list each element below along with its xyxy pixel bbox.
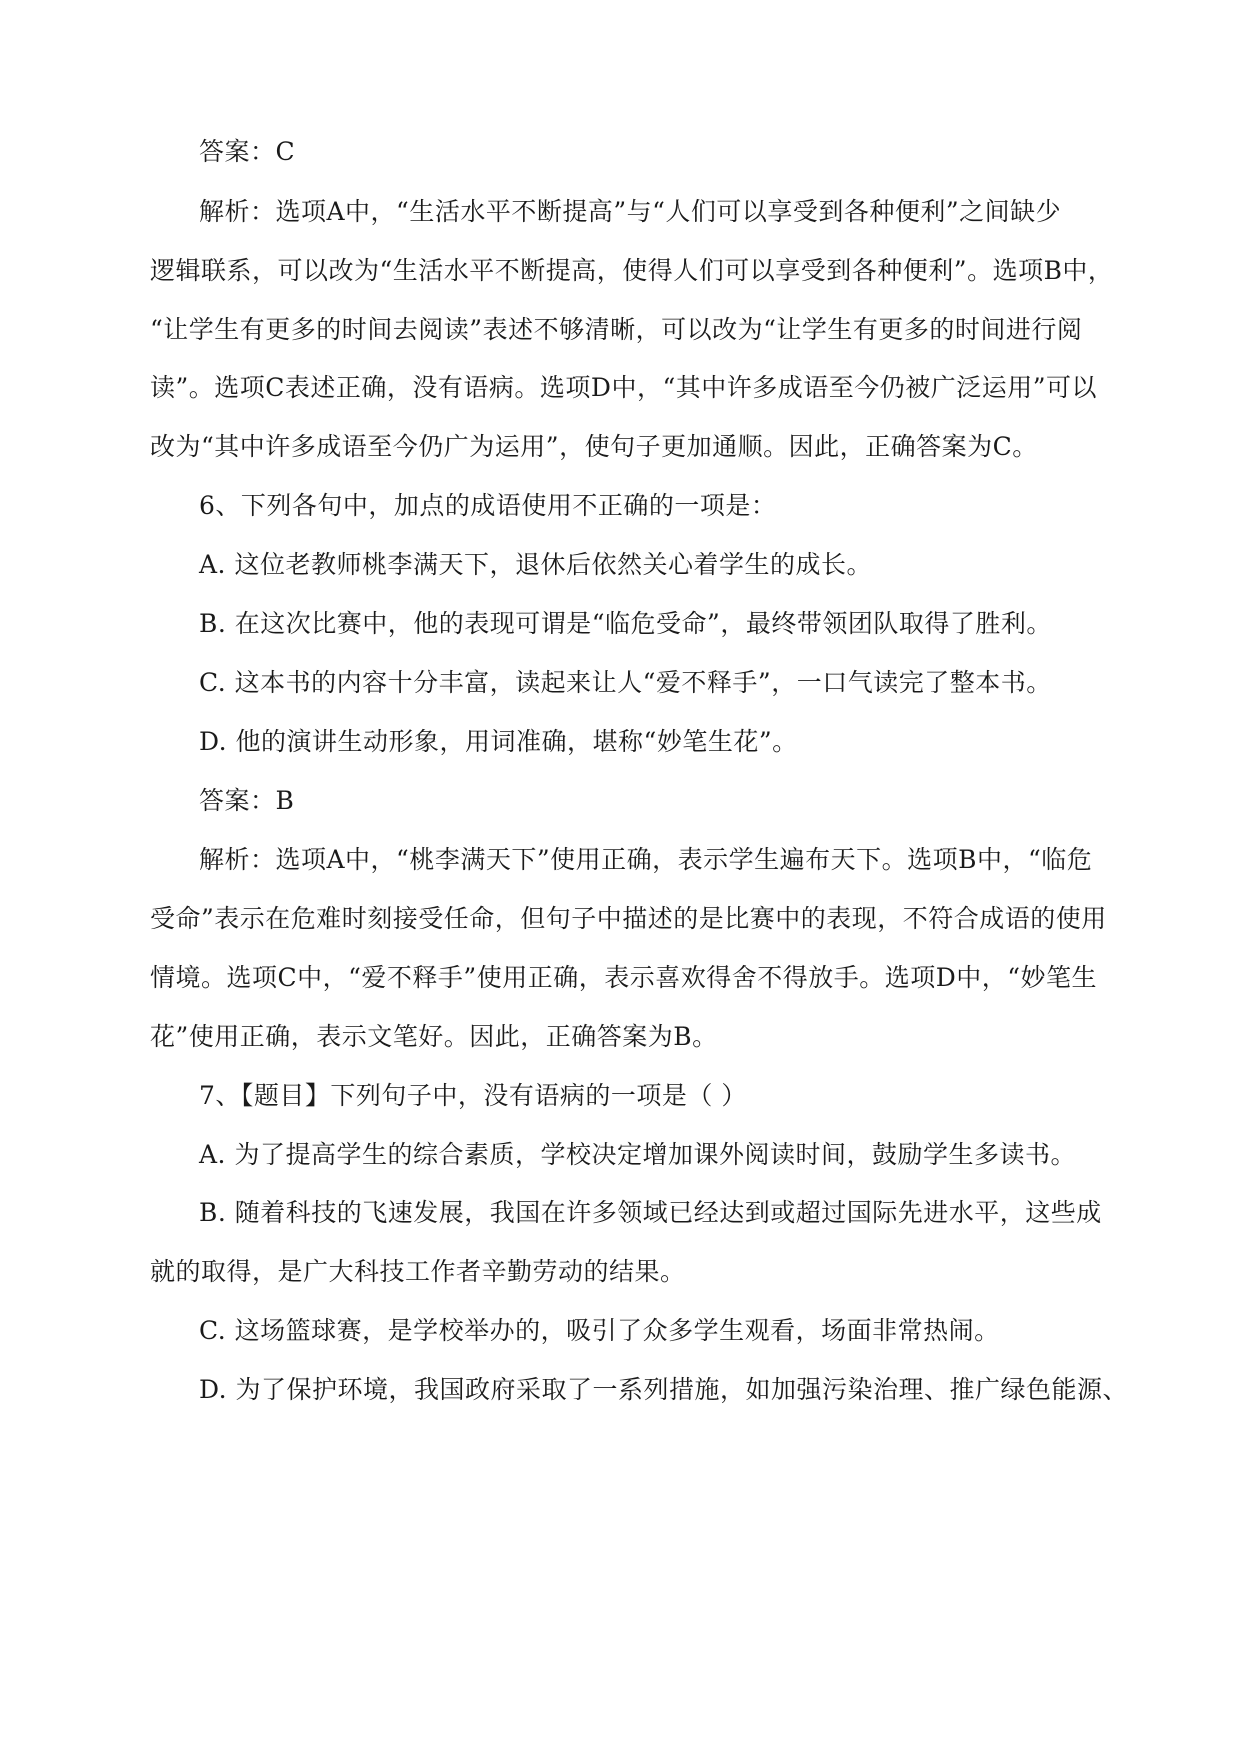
analysis-6-line-2: 受命”表示在危难时刻接受任命，但句子中描述的是比赛中的表现，不符合成语的使用 <box>150 904 1107 933</box>
question-7-option-b-line-1: B. 随着科技的飞速发展，我国在许多领域已经达到或超过国际先进水平，这些成 <box>199 1198 1102 1227</box>
analysis-5-line-4: 读”。选项C表述正确，没有语病。选项D中，“其中许多成语至今仍被广泛运用”可以 <box>150 373 1098 402</box>
question-7-option-c: C. 这场篮球赛，是学校举办的，吸引了众多学生观看，场面非常热闹。 <box>199 1316 1000 1345</box>
question-7-option-d: D. 为了保护环境，我国政府采取了一系列措施，如加强污染治理、推广绿色能源、 <box>199 1375 1129 1404</box>
question-6-option-d: D. 他的演讲生动形象，用词准确，堪称“妙笔生花”。 <box>199 727 798 756</box>
answer-6: 答案：B <box>199 786 295 815</box>
question-6-option-a: A. 这位老教师桃李满天下，退休后依然关心着学生的成长。 <box>199 550 872 579</box>
analysis-6-line-1: 解析：选项A中，“桃李满天下”使用正确，表示学生遍布天下。选项B中，“临危 <box>199 845 1093 874</box>
question-7-option-b-line-2: 就的取得，是广大科技工作者辛勤劳动的结果。 <box>150 1257 686 1286</box>
analysis-5-line-1: 解析：选项A中，“生活水平不断提高”与“人们可以享受到各种便利”之间缺少 <box>199 197 1062 226</box>
analysis-5-line-2: 逻辑联系，可以改为“生活水平不断提高，使得人们可以享受到各种便利”。选项B中， <box>150 256 1114 285</box>
question-6-option-b: B. 在这次比赛中，他的表现可谓是“临危受命”，最终带领团队取得了胜利。 <box>199 609 1052 638</box>
answer-5: 答案：C <box>199 137 296 166</box>
analysis-5-line-5: 改为“其中许多成语至今仍广为运用”，使句子更加通顺。因此，正确答案为C。 <box>150 432 1038 461</box>
analysis-5-line-3: “让学生有更多的时间去阅读”表述不够清晰，可以改为“让学生有更多的时间进行阅 <box>150 315 1083 344</box>
question-7-option-a: A. 为了提高学生的综合素质，学校决定增加课外阅读时间，鼓励学生多读书。 <box>199 1140 1076 1169</box>
analysis-6-line-4: 花”使用正确，表示文笔好。因此，正确答案为B。 <box>150 1022 718 1051</box>
question-6-stem: 6、下列各句中，加点的成语使用不正确的一项是： <box>199 491 777 520</box>
question-7-stem: 7、【题目】下列句子中，没有语病的一项是（ ） <box>199 1081 747 1110</box>
question-6-option-c: C. 这本书的内容十分丰富，读起来让人“爱不释手”，一口气读完了整本书。 <box>199 668 1052 697</box>
analysis-6-line-3: 情境。选项C中，“爱不释手”使用正确，表示喜欢得舍不得放手。选项D中，“妙笔生 <box>150 963 1098 992</box>
